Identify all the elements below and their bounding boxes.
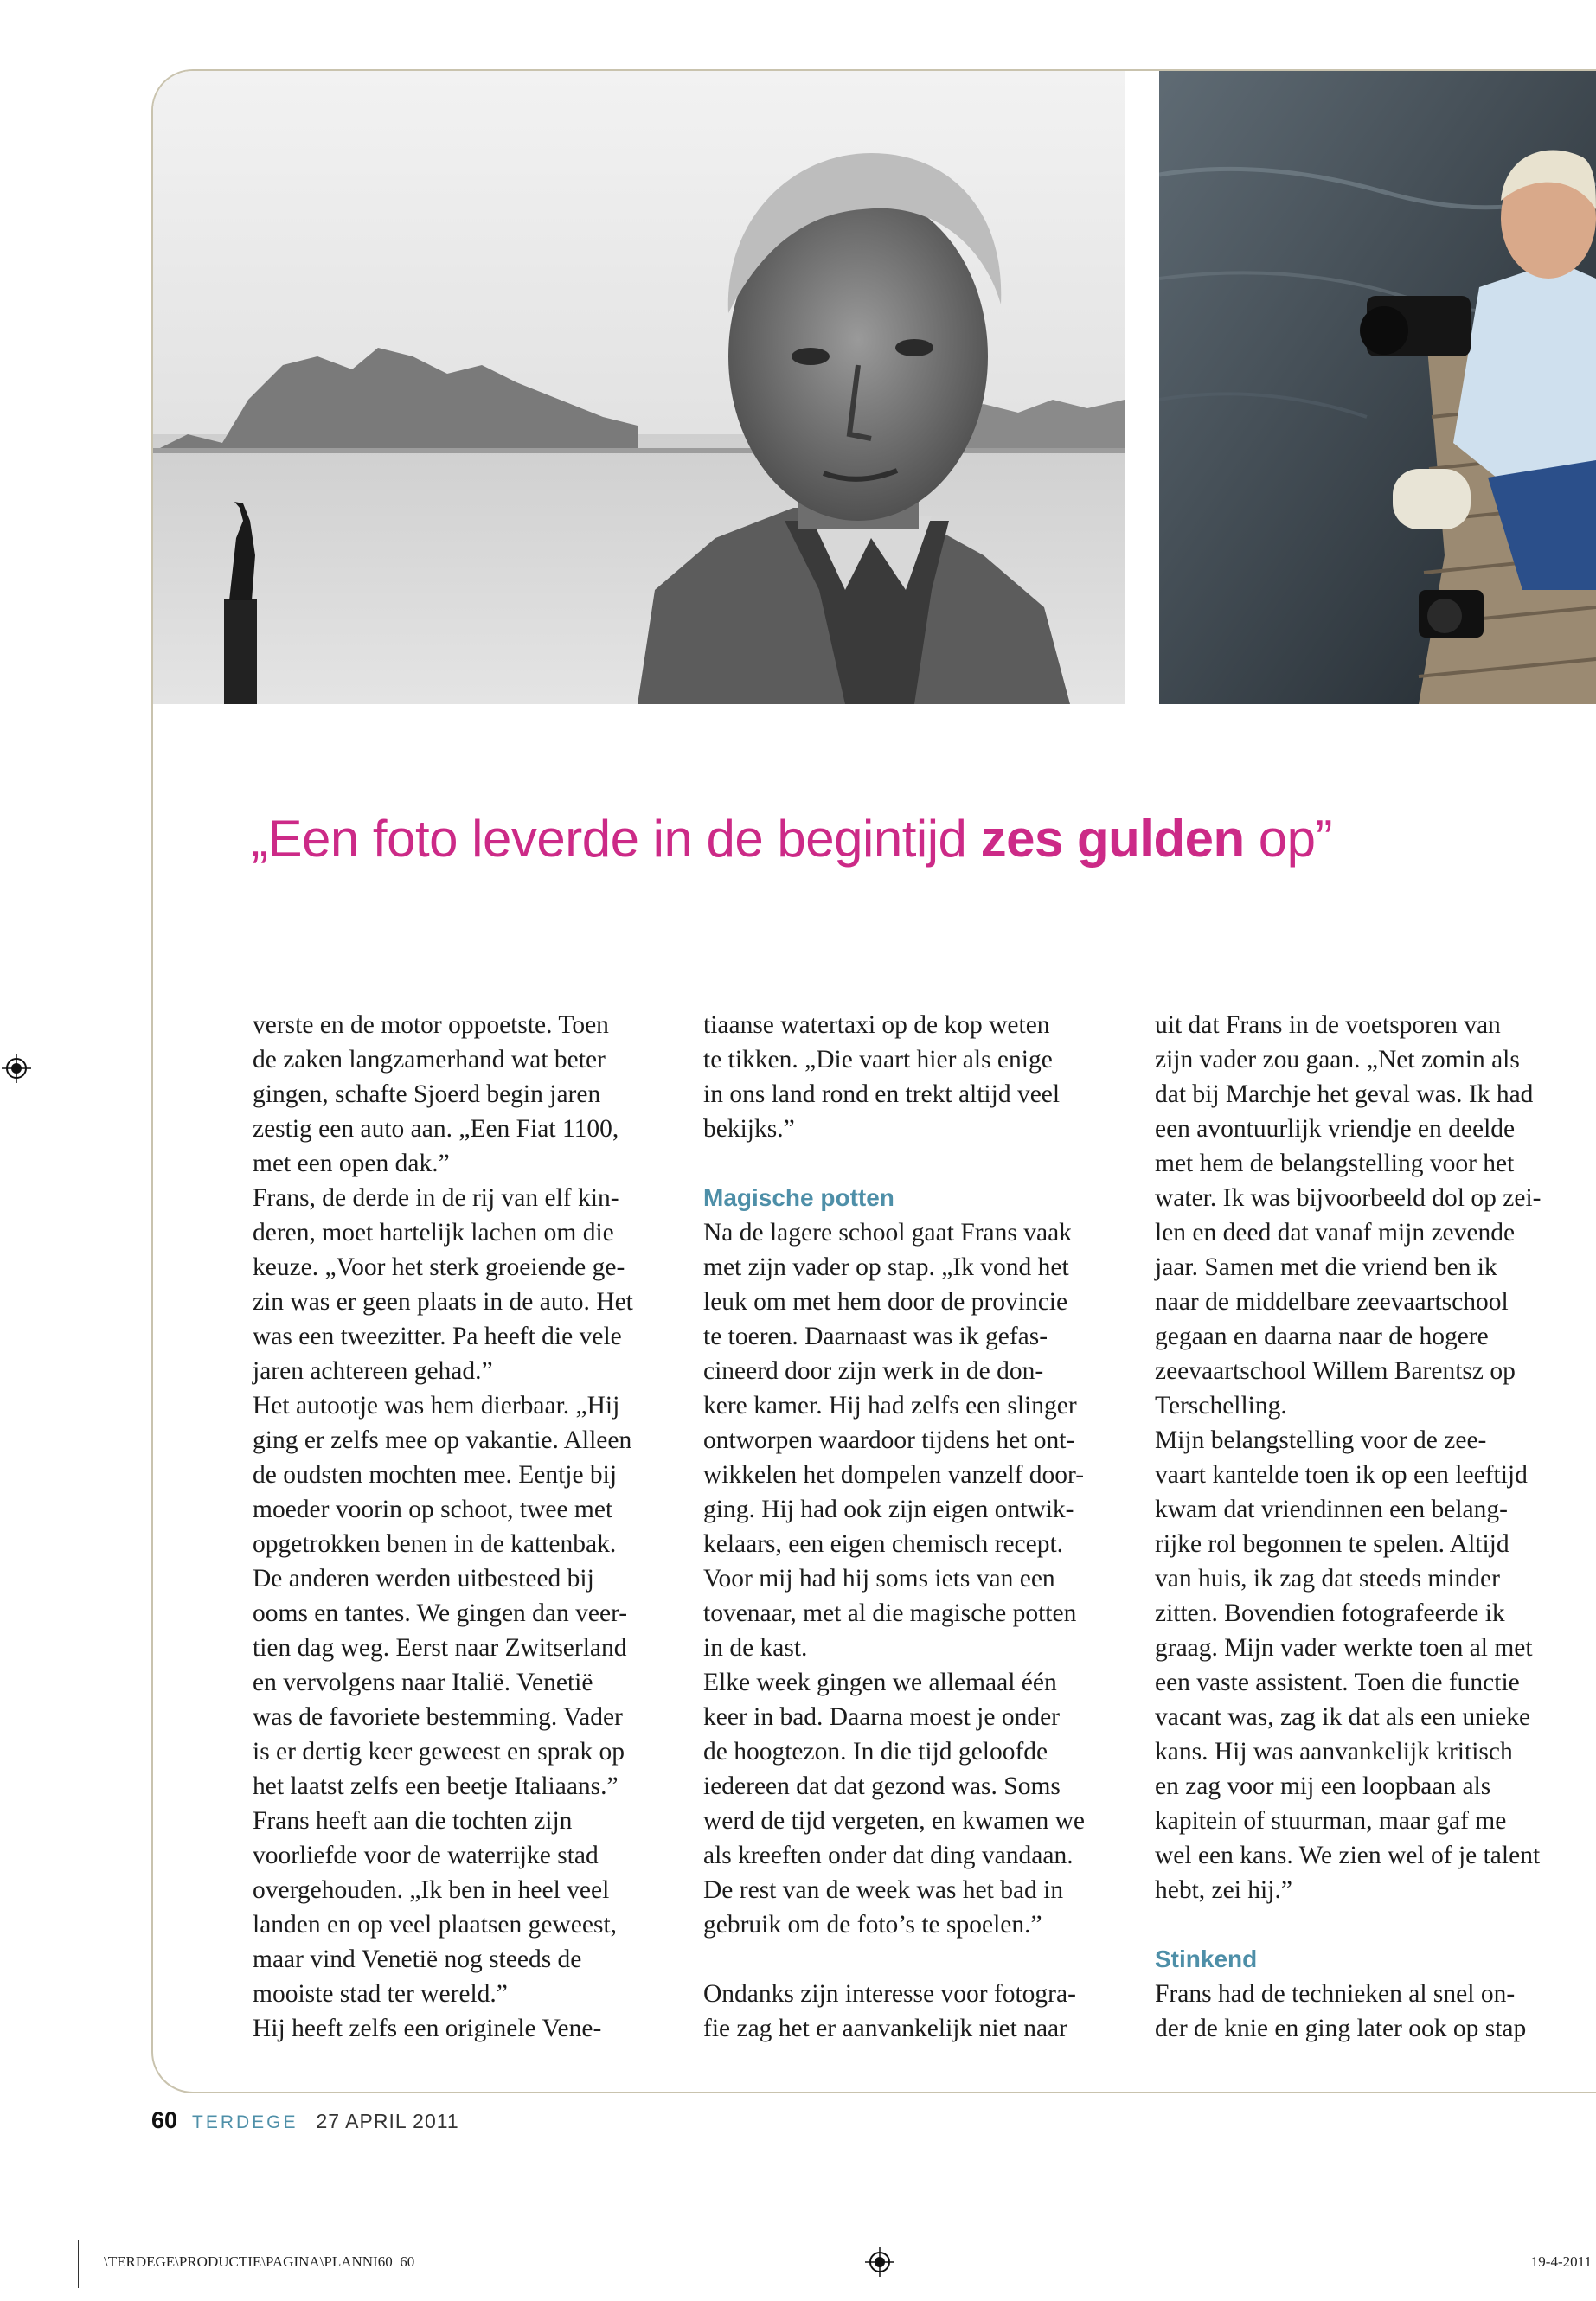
- body-text-line: naar de middelbare zeevaartschool: [1155, 1288, 1509, 1316]
- body-text-line: der de knie en ging later ook op stap: [1155, 2015, 1527, 2042]
- body-text-line: te tikken. „Die vaart hier als enige: [703, 1046, 1053, 1074]
- paragraph-gap: [1155, 1907, 1596, 1942]
- body-text-line: gebruik om de foto’s te spoelen.”: [703, 1911, 1042, 1939]
- body-text-line: ontworpen waardoor tijdens het ont-: [703, 1426, 1075, 1454]
- body-text-line: gegaan en daarna naar de hogere: [1155, 1323, 1489, 1350]
- body-text-line: met een open dak.”: [253, 1150, 450, 1177]
- body-text-line: het laatst zelfs een beetje Italiaans.”: [253, 1772, 619, 1800]
- slug-page: 60: [400, 2253, 415, 2270]
- print-slug: [104, 2253, 414, 2271]
- body-text-line: maar vind Venetië nog steeds de: [253, 1945, 582, 1973]
- body-text-line: de zaken langzamerhand wat beter: [253, 1046, 606, 1074]
- body-text-line: de hoogtezon. In die tijd geloofde: [703, 1738, 1048, 1766]
- body-text-line: uit dat Frans in de voetsporen van: [1155, 1011, 1501, 1039]
- body-text-line: kans. Hij was aanvankelijk kritisch: [1155, 1738, 1513, 1766]
- paragraph-gap: [703, 1146, 1162, 1181]
- body-text-line: te toeren. Daarnaast was ik gefas-: [703, 1323, 1048, 1350]
- body-text-line: cineerd door zijn werk in de don-: [703, 1357, 1044, 1385]
- body-text-line: de oudsten mochten mee. Eentje bij: [253, 1461, 618, 1489]
- body-text-line: kwam dat vriendinnen een belang-: [1155, 1496, 1508, 1523]
- registration-mark-icon: [2, 1054, 31, 1083]
- body-text-line: zijn vader zou gaan. „Net zomin als: [1155, 1046, 1520, 1074]
- body-text-line: mooiste stad ter wereld.”: [253, 1980, 508, 2008]
- body-text-line: zeevaartschool Willem Barentsz op: [1155, 1357, 1516, 1385]
- body-text-line: jaren achtereen gehad.”: [253, 1357, 493, 1385]
- body-text-line: vaart kantelde toen ik op een leeftijd: [1155, 1461, 1528, 1489]
- body-text-line: Na de lagere school gaat Frans vaak: [703, 1219, 1072, 1247]
- paragraph-gap: [703, 1942, 1162, 1977]
- body-text-line: was de favoriete bestemming. Vader: [253, 1703, 623, 1731]
- body-text-line: keuze. „Voor het sterk groeiende ge-: [253, 1253, 625, 1281]
- body-text-line: Terschelling.: [1155, 1392, 1287, 1420]
- body-text-line: water. Ik was bijvoorbeeld dol op zei-: [1155, 1184, 1542, 1212]
- body-text-line: Elke week gingen we allemaal één: [703, 1669, 1057, 1696]
- body-text-line: was een tweezitter. Pa heeft die vele: [253, 1323, 622, 1350]
- body-text-line: ging er zelfs mee op vakantie. Alleen: [253, 1426, 632, 1454]
- body-text-line: van huis, ik zag dat steeds minder: [1155, 1565, 1500, 1593]
- slug-date: 19-4-2011: [1530, 2253, 1592, 2270]
- body-text-line: tiaanse watertaxi op de kop weten: [703, 1011, 1050, 1039]
- body-text-line: zestig een auto aan. „Een Fiat 1100,: [253, 1115, 619, 1143]
- body-text-line: zin was er geen plaats in de auto. Het: [253, 1288, 633, 1316]
- body-text-line: dat bij Marchje het geval was. Ik had: [1155, 1080, 1534, 1108]
- body-text-line: gingen, schafte Sjoerd begin jaren: [253, 1080, 601, 1108]
- body-text-line: in de kast.: [703, 1634, 808, 1662]
- body-column-2: [703, 1008, 1162, 2046]
- body-text-line: ging. Hij had ook zijn eigen ontwik-: [703, 1496, 1074, 1523]
- body-text-line: leuk om met hem door de provincie: [703, 1288, 1068, 1316]
- body-text-line: is er dertig keer geweest en sprak op: [253, 1738, 625, 1766]
- body-text-line: met zijn vader op stap. „Ik vond het: [703, 1253, 1069, 1281]
- body-text-line: landen en op veel plaatsen geweest,: [253, 1911, 618, 1939]
- section-subhead: Magische potten: [703, 1184, 894, 1211]
- page-number: 60: [151, 2107, 178, 2133]
- body-text-line: bekijks.”: [703, 1115, 795, 1143]
- body-text-line: len en deed dat vanaf mijn zevende: [1155, 1219, 1516, 1247]
- portrait-photo: [153, 71, 1125, 704]
- body-text-line: verste en de motor oppoetste. Toen: [253, 1011, 609, 1039]
- photographer-photo: [1159, 71, 1596, 704]
- body-text-line: keer in bad. Daarna moest je onder: [703, 1703, 1061, 1731]
- body-text-line: Frans had de technieken al snel on-: [1155, 1980, 1516, 2008]
- body-text-line: zitten. Bovendien fotografeerde ik: [1155, 1599, 1505, 1627]
- body-text-line: en vervolgens naar Italië. Venetië: [253, 1669, 593, 1696]
- body-text-line: Hij heeft zelfs een originele Vene-: [253, 2015, 602, 2042]
- body-text-line: Mijn belangstelling voor de zee-: [1155, 1426, 1487, 1454]
- body-text-line: kapitein of stuurman, maar gaf me: [1155, 1807, 1507, 1835]
- body-text-line: Frans heeft aan die tochten zijn: [253, 1807, 573, 1835]
- body-text-line: hebt, zei hij.”: [1155, 1876, 1292, 1904]
- body-text-line: voorliefde voor de waterrijke stad: [253, 1842, 599, 1869]
- body-text-line: graag. Mijn vader werkte toen al met: [1155, 1634, 1533, 1662]
- body-text-line: kere kamer. Hij had zelfs een slinger: [703, 1392, 1077, 1420]
- body-text-line: kelaars, een eigen chemisch recept.: [703, 1530, 1064, 1558]
- slug-rule: [78, 2240, 79, 2288]
- body-text-line: in ons land rond en trekt altijd veel: [703, 1080, 1061, 1108]
- body-text-line: iedereen dat dat gezond was. Soms: [703, 1772, 1061, 1800]
- body-text-line: fie zag het er aanvankelijk niet naar: [703, 2015, 1067, 2042]
- body-text-line: vacant was, zag ik dat als een unieke: [1155, 1703, 1531, 1731]
- body-text-line: De anderen werden uitbesteed bij: [253, 1565, 594, 1593]
- body-text-line: De rest van de week was het bad in: [703, 1876, 1064, 1904]
- body-text-line: als kreeften onder dat ding vandaan.: [703, 1842, 1074, 1869]
- body-text-line: tien dag weg. Eerst naar Zwitserland: [253, 1634, 627, 1662]
- body-text-line: overgehouden. „Ik ben in heel veel: [253, 1876, 610, 1904]
- body-text-line: rijke rol begonnen te spelen. Altijd: [1155, 1530, 1509, 1558]
- pull-quote: [251, 809, 1548, 868]
- registration-mark-icon: [865, 2247, 894, 2277]
- body-text-line: jaar. Samen met die vriend ben ik: [1155, 1253, 1497, 1281]
- body-text-line: een vaste assistent. Toen die functie: [1155, 1669, 1520, 1696]
- page-folio: [151, 2107, 459, 2134]
- body-text-line: opgetrokken benen in de kattenbak.: [253, 1530, 617, 1558]
- pull-quote-highlight: zes gulden: [980, 810, 1245, 868]
- body-text-line: wikkelen het dompelen vanzelf door-: [703, 1461, 1085, 1489]
- body-column-3: [1155, 1008, 1596, 2046]
- issue-date: 27 APRIL 2011: [316, 2110, 459, 2132]
- pull-quote-lead: „Een foto leverde in de begintijd: [251, 810, 981, 868]
- slug-path: \TERDEGE\PRODUCTIE\PAGINA\PLANNI60: [104, 2253, 393, 2270]
- body-text-line: en zag voor mij een loopbaan als: [1155, 1772, 1491, 1800]
- body-text-line: Frans, de derde in de rij van elf kin-: [253, 1184, 619, 1212]
- section-subhead: Stinkend: [1155, 1945, 1258, 1972]
- body-column-1: [253, 1008, 711, 2046]
- body-text-line: wel een kans. We zien wel of je talent: [1155, 1842, 1541, 1869]
- body-text-line: met hem de belangstelling voor het: [1155, 1150, 1515, 1177]
- magazine-name: TERDEGE: [192, 2112, 298, 2132]
- body-text-line: moeder voorin op schoot, twee met: [253, 1496, 613, 1523]
- body-text-line: tovenaar, met al die magische potten: [703, 1599, 1077, 1627]
- body-text-line: werd de tijd vergeten, en kwamen we: [703, 1807, 1085, 1835]
- body-text-line: Voor mij had hij soms iets van een: [703, 1565, 1055, 1593]
- body-text-line: deren, moet hartelijk lachen om die: [253, 1219, 614, 1247]
- body-text-line: een avontuurlijk vriendje en deelde: [1155, 1115, 1516, 1143]
- body-text-line: Ondanks zijn interesse voor fotogra-: [703, 1980, 1076, 2008]
- body-text-line: ooms en tantes. We gingen dan veer-: [253, 1599, 628, 1627]
- pull-quote-tail: op”: [1244, 810, 1333, 868]
- body-text-line: Het autootje was hem dierbaar. „Hij: [253, 1392, 620, 1420]
